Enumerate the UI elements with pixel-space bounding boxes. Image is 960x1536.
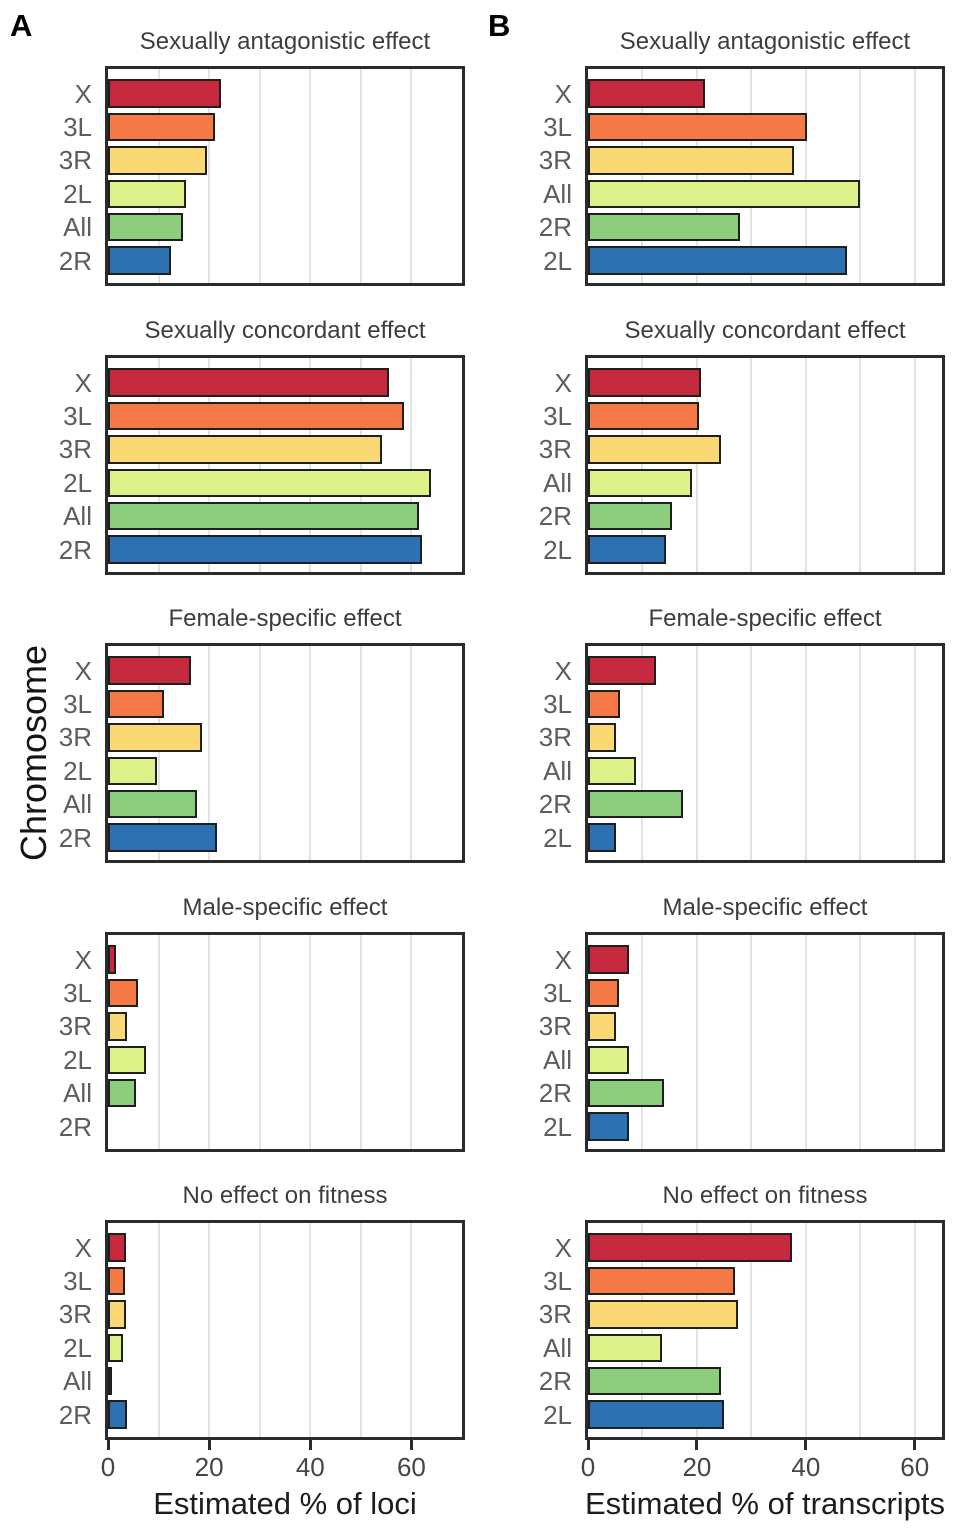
gridline [859,1223,861,1437]
bar-3r [108,1300,126,1329]
bar-3r [588,1300,738,1329]
category-label-3l: 3L [543,977,572,1008]
bar-3r [588,435,721,464]
x-tick-label: 60 [900,1452,930,1482]
gridline [859,69,861,283]
gridline [750,935,752,1149]
bar-all [108,502,419,531]
gridline [914,646,916,860]
gridline [914,1223,916,1437]
category-label-3r: 3R [58,434,92,465]
bar-2r [588,213,740,242]
gridline [859,935,861,1149]
category-label-3l: 3L [543,400,572,431]
bar-all [108,790,197,819]
chart-b4-plot-area [585,932,945,1152]
category-label-x: X [74,1232,92,1263]
gridline [360,646,362,860]
gridline [309,1223,311,1437]
category-label-3l: 3L [63,977,92,1008]
category-label-3l: 3L [63,1265,92,1296]
category-label-3r: 3R [58,1011,92,1042]
gridline [914,935,916,1149]
category-label-3l: 3L [543,1265,572,1296]
category-label-2r: 2R [58,1399,92,1430]
bar-3l [588,979,619,1008]
x-tick-label: 40 [295,1452,325,1482]
category-label-3r: 3R [538,1011,572,1042]
bar-3l [588,1267,735,1296]
category-label-all: All [543,1332,572,1363]
category-label-2r: 2R [58,1111,92,1142]
category-label-all: All [63,501,92,532]
gridline [158,1223,160,1437]
gridline [360,935,362,1149]
category-label-3l: 3L [63,111,92,142]
gridline [696,646,698,860]
x-tick [695,1440,698,1450]
category-label-x: X [554,944,572,975]
category-label-x: X [74,944,92,975]
category-label-3r: 3R [58,1299,92,1330]
panel-b-label: B [488,8,511,43]
bar-2r [588,502,672,531]
category-label-all: All [543,178,572,209]
bar-2r [588,790,683,819]
category-label-3r: 3R [58,722,92,753]
bar-3l [588,690,620,719]
chart-a3-title: Female-specific effect [168,605,402,632]
x-axis-label-a: Estimated % of loci [153,1486,417,1521]
gridline [410,646,412,860]
bar-all [588,757,636,786]
bar-3l [108,1267,125,1296]
bar-x [588,945,629,974]
bar-2r [108,246,171,275]
gridline [208,935,210,1149]
gridline [259,646,261,860]
bar-2l [108,180,186,209]
bar-3l [588,113,807,142]
x-tick-label: 60 [396,1452,426,1482]
x-axis-label-b: Estimated % of transcripts [584,1486,946,1521]
category-label-2l: 2L [543,822,572,853]
category-label-x: X [554,1232,572,1263]
bar-x [108,945,116,974]
chart-a3-plot-area [105,643,465,863]
gridline [859,358,861,572]
chart-b1-title: Sexually antagonistic effect [619,28,911,55]
bar-2l [108,1046,146,1075]
y-axis-label: Chromosome [13,644,54,862]
bar-2r [108,1400,127,1429]
bar-3l [588,402,699,431]
category-label-2r: 2R [58,822,92,853]
bar-3r [108,146,207,175]
chart-b3-title: Female-specific effect [648,605,882,632]
bar-x [108,79,221,108]
category-label-all: All [63,212,92,243]
category-label-3l: 3L [543,111,572,142]
bar-x [108,368,389,397]
bar-3l [108,690,164,719]
category-label-2r: 2R [538,789,572,820]
category-label-2l: 2L [63,1044,92,1075]
panel-a-label: A [10,8,33,43]
bar-3r [588,723,616,752]
gridline [309,646,311,860]
chart-a2-title: Sexually concordant effect [144,317,426,344]
bar-all [108,1367,112,1396]
category-label-x: X [554,367,572,398]
category-label-2l: 2L [543,1111,572,1142]
gridline [158,935,160,1149]
bar-3l [108,979,138,1008]
bar-2l [588,246,847,275]
bar-x [108,656,191,685]
gridline [696,935,698,1149]
gridline [914,358,916,572]
chart-a5-plot-area [105,1220,465,1440]
bar-3l [108,402,404,431]
gridline [641,935,643,1149]
category-label-2l: 2L [63,467,92,498]
chart-b3-plot-area [585,643,945,863]
bar-x [588,656,656,685]
chart-a5-title: No effect on fitness [182,1182,388,1209]
category-label-all: All [543,1044,572,1075]
bar-2l [108,469,431,498]
gridline [410,935,412,1149]
category-label-3r: 3R [538,434,572,465]
category-label-3r: 3R [538,145,572,176]
chart-b2-title: Sexually concordant effect [624,317,906,344]
category-label-3r: 3R [58,145,92,176]
category-label-all: All [543,467,572,498]
gridline [259,935,261,1149]
category-label-x: X [554,78,572,109]
gridline [805,935,807,1149]
bar-x [588,368,701,397]
bar-2l [108,1334,123,1363]
category-label-2r: 2R [58,245,92,276]
x-tick-label: 20 [682,1452,712,1482]
category-label-3l: 3L [63,688,92,719]
chart-a1-plot-area [105,66,465,286]
x-tick-label: 40 [791,1452,821,1482]
category-label-all: All [543,755,572,786]
bar-3r [108,723,202,752]
gridline [805,646,807,860]
bar-x [588,79,705,108]
gridline [259,69,261,283]
x-tick [107,1440,110,1450]
bar-x [588,1233,792,1262]
category-label-3l: 3L [543,688,572,719]
chart-a2-plot-area [105,355,465,575]
category-label-x: X [554,655,572,686]
category-label-all: All [63,1366,92,1397]
chart-a1-title: Sexually antagonistic effect [139,28,431,55]
bar-3r [588,1012,616,1041]
gridline [208,1223,210,1437]
bar-2l [108,757,157,786]
chart-a4-title: Male-specific effect [182,894,388,921]
chart-b2-plot-area [585,355,945,575]
bar-all [588,1046,629,1075]
category-label-2l: 2L [63,755,92,786]
chart-b5-title: No effect on fitness [662,1182,868,1209]
bar-x [108,1233,126,1262]
bar-2l [588,1112,629,1141]
chart-b1-plot-area [585,66,945,286]
gridline [750,358,752,572]
bar-2l [588,823,616,852]
bar-2r [108,823,217,852]
category-label-2l: 2L [543,1399,572,1430]
bar-all [108,1079,136,1108]
category-label-2r: 2R [538,1078,572,1109]
category-label-2l: 2L [543,534,572,565]
category-label-3r: 3R [538,1299,572,1330]
x-tick-label: 0 [100,1452,116,1482]
gridline [410,69,412,283]
category-label-2l: 2L [63,178,92,209]
gridline [360,1223,362,1437]
bar-all [588,1334,662,1363]
bar-3r [108,435,382,464]
bar-all [588,180,860,209]
gridline [259,1223,261,1437]
bar-3r [108,1012,127,1041]
x-tick [804,1440,807,1450]
x-tick [208,1440,211,1450]
chart-b4-title: Male-specific effect [662,894,868,921]
bar-3l [108,113,215,142]
x-tick-label: 0 [580,1452,596,1482]
bar-2r [108,535,422,564]
x-tick [309,1440,312,1450]
bar-3r [588,146,794,175]
gridline [805,1223,807,1437]
category-label-x: X [74,655,92,686]
category-label-all: All [63,1078,92,1109]
bar-2l [588,535,666,564]
gridline [914,69,916,283]
category-label-2r: 2R [538,212,572,243]
category-label-2r: 2R [538,501,572,532]
gridline [309,935,311,1149]
gridline [805,358,807,572]
chart-a4-plot-area [105,932,465,1152]
category-label-2r: 2R [58,534,92,565]
bar-2l [588,1400,724,1429]
category-label-3r: 3R [538,722,572,753]
gridline [859,646,861,860]
category-label-2l: 2L [543,245,572,276]
x-tick [913,1440,916,1450]
bar-2r [588,1079,664,1108]
category-label-x: X [74,367,92,398]
x-tick [410,1440,413,1450]
gridline [309,69,311,283]
bar-all [108,213,183,242]
category-label-x: X [74,78,92,109]
category-label-all: All [63,789,92,820]
gridline [360,69,362,283]
category-label-2l: 2L [63,1332,92,1363]
x-tick [587,1440,590,1450]
category-label-3l: 3L [63,400,92,431]
bar-2r [588,1367,721,1396]
category-label-2r: 2R [538,1366,572,1397]
gridline [410,1223,412,1437]
chart-b5-plot-area [585,1220,945,1440]
bar-all [588,469,692,498]
x-tick-label: 20 [194,1452,224,1482]
gridline [750,646,752,860]
